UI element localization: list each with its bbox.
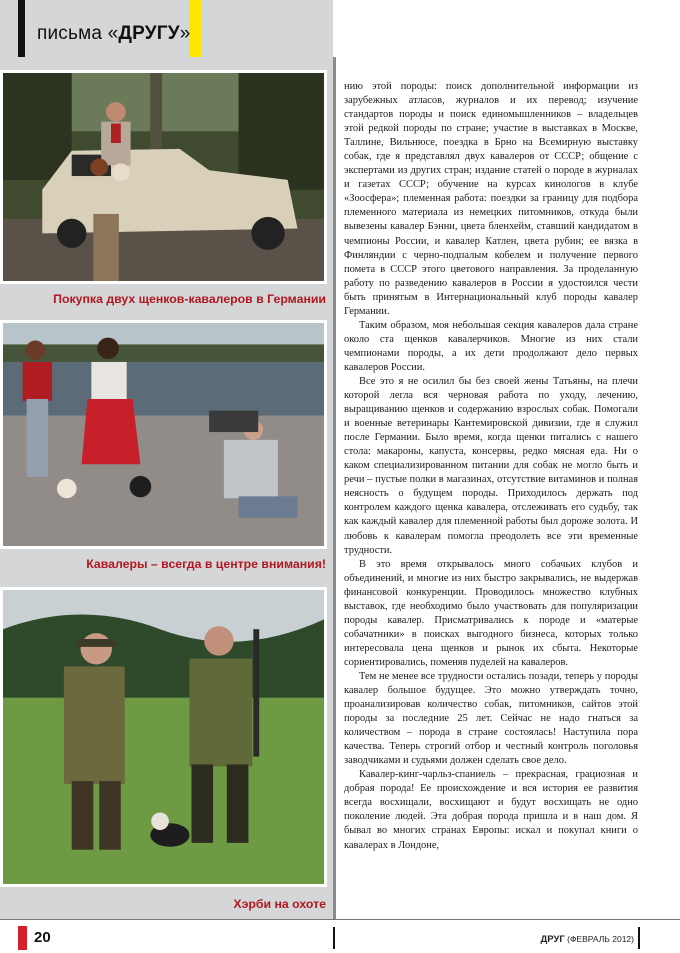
publication-info <box>541 934 635 945</box>
footer-red-marker <box>18 926 27 950</box>
photo-caption: Хэрби на охоте <box>233 897 326 911</box>
footer-rule <box>0 919 680 920</box>
photo-hunting <box>0 587 327 887</box>
article-paragraph: Кавалер-кинг-чарльз-спаниель – прекрасная, грациозная и добрая порода! Ее происхождение и вся история ее развития всегда восхищали, восхищают и будут восхищать не одно поколение людей. Эта добрая порода пришла и в наш дом. Я бывал во многих странах Европы: искал и покупал книги о кавалерах в Лондоне, <box>344 769 638 851</box>
page-number: 20 <box>34 929 51 946</box>
section-label: письма <box>37 23 108 44</box>
header-yellow-stripe <box>189 0 201 57</box>
article-paragraph: Тем не менее все трудности остались позади, теперь у породы кавалер большое будущее. Это можно утверждать точно, проанализировав количество собак, питомников, сайтов этой породы за последние 25 лет. Сейчас не надо гнаться за количеством – порода в стране состоялась! Наступила пора качества. Теперь строгий отбор и честный контроль поголовья заводчиками и судьями должен сделать свое дело. <box>344 670 638 767</box>
photo-caption: Покупка двух щенков-кавалеров в Германии <box>53 292 326 306</box>
header-black-stripe <box>18 0 25 57</box>
article-body <box>344 80 638 853</box>
footer-tick <box>333 927 335 949</box>
section-title <box>37 23 191 45</box>
article-paragraph: нию этой породы: поиск дополнительной информации из зарубежных атласов, журналов и их перевод; изучение стандартов породы и поиск единомышленников – владельцев этой редкой породы по стране; участие в выставках в Москве, Таллине, Вильнюсе, поездка в Брно на Всемирную выставку собак, где я представлял двух кавалеров от СССР; общение с экспертами из других стран; издание статей о породе в журналах и газетах СССР; обучение на курсах кинологов в клубе «Зоосфера»; племенная работа: поездки за границу для подбора племенного материала из немецких питомников, откуда были вывезены кавалер Бэнни, цвета бленхейм, ставший кандидатом в чемпионы России, и кавалер Катлен, цвета рубин; ее вязка в Финляндии с черно-подпалым кобелем и получение первого помета в СССР этого цветового направления. За проделанную работу по разведению кавалеров в России я удостоился чести быть принятым в Интернациональный клуб породы кавалер Германии. <box>344 81 638 317</box>
photo-lake-filming <box>0 320 327 549</box>
close-quote: » <box>179 23 191 44</box>
photo-car-puppies <box>0 70 327 284</box>
column-divider <box>333 57 336 919</box>
open-quote: « <box>107 23 119 44</box>
section-brand: ДРУГУ <box>118 23 180 44</box>
footer-tick <box>638 927 640 949</box>
article-paragraph: Таким образом, моя небольшая секция кавалеров дала стране около ста щенков кавалерчиков. Многие из них стали чемпионами породы, а их дети продолжают дело первых кавалеров России. <box>344 319 638 373</box>
publication-name: ДРУГ <box>540 934 565 945</box>
article-paragraph: В это время открывалось много собачьих клубов и объединений, и многие из них быстро закрывались, не выдержав финансовой конкуренции. Проводилось множество клубных выставок, где необходимо было участвовать для популяризации породы кавалер. Присматривались к породе и «матерые собачатники» в поисках выгодного бизнеса, которых только интересовала цена щенков и рынок их сбыта. Некоторые сориентировались, поменяв пуделей на кавалеров. <box>344 558 638 668</box>
article-paragraph: Все это я не осилил бы без своей жены Татьяны, на плечи которой легла вся черновая работа по уходу, лечению, выращиванию щенков и содержанию взрослых собак. Помогали и военные ветеринары Кантемировской дивизии, где я служил после Германии. Было время, когда щенки питались с нашего стола: макароны, капуста, консервы, редко мясная еда. Ни о каком специализированном питании для собак не могло быть и речи – пустые полки в магазинах, отсутствие витаминов и полная неясность о будущем породы. Приходилось держать под контролем каждого щенка кавалера, отслеживать его судьбу, так как каждый кавалер для племенной работы был дороже золота. И любовь к кавалерам помогла преодолеть все эти временные трудности. <box>344 375 638 556</box>
publication-issue: (ФЕВРАЛЬ 2012) <box>564 934 634 944</box>
photo-caption: Кавалеры – всегда в центре внимания! <box>86 557 326 571</box>
